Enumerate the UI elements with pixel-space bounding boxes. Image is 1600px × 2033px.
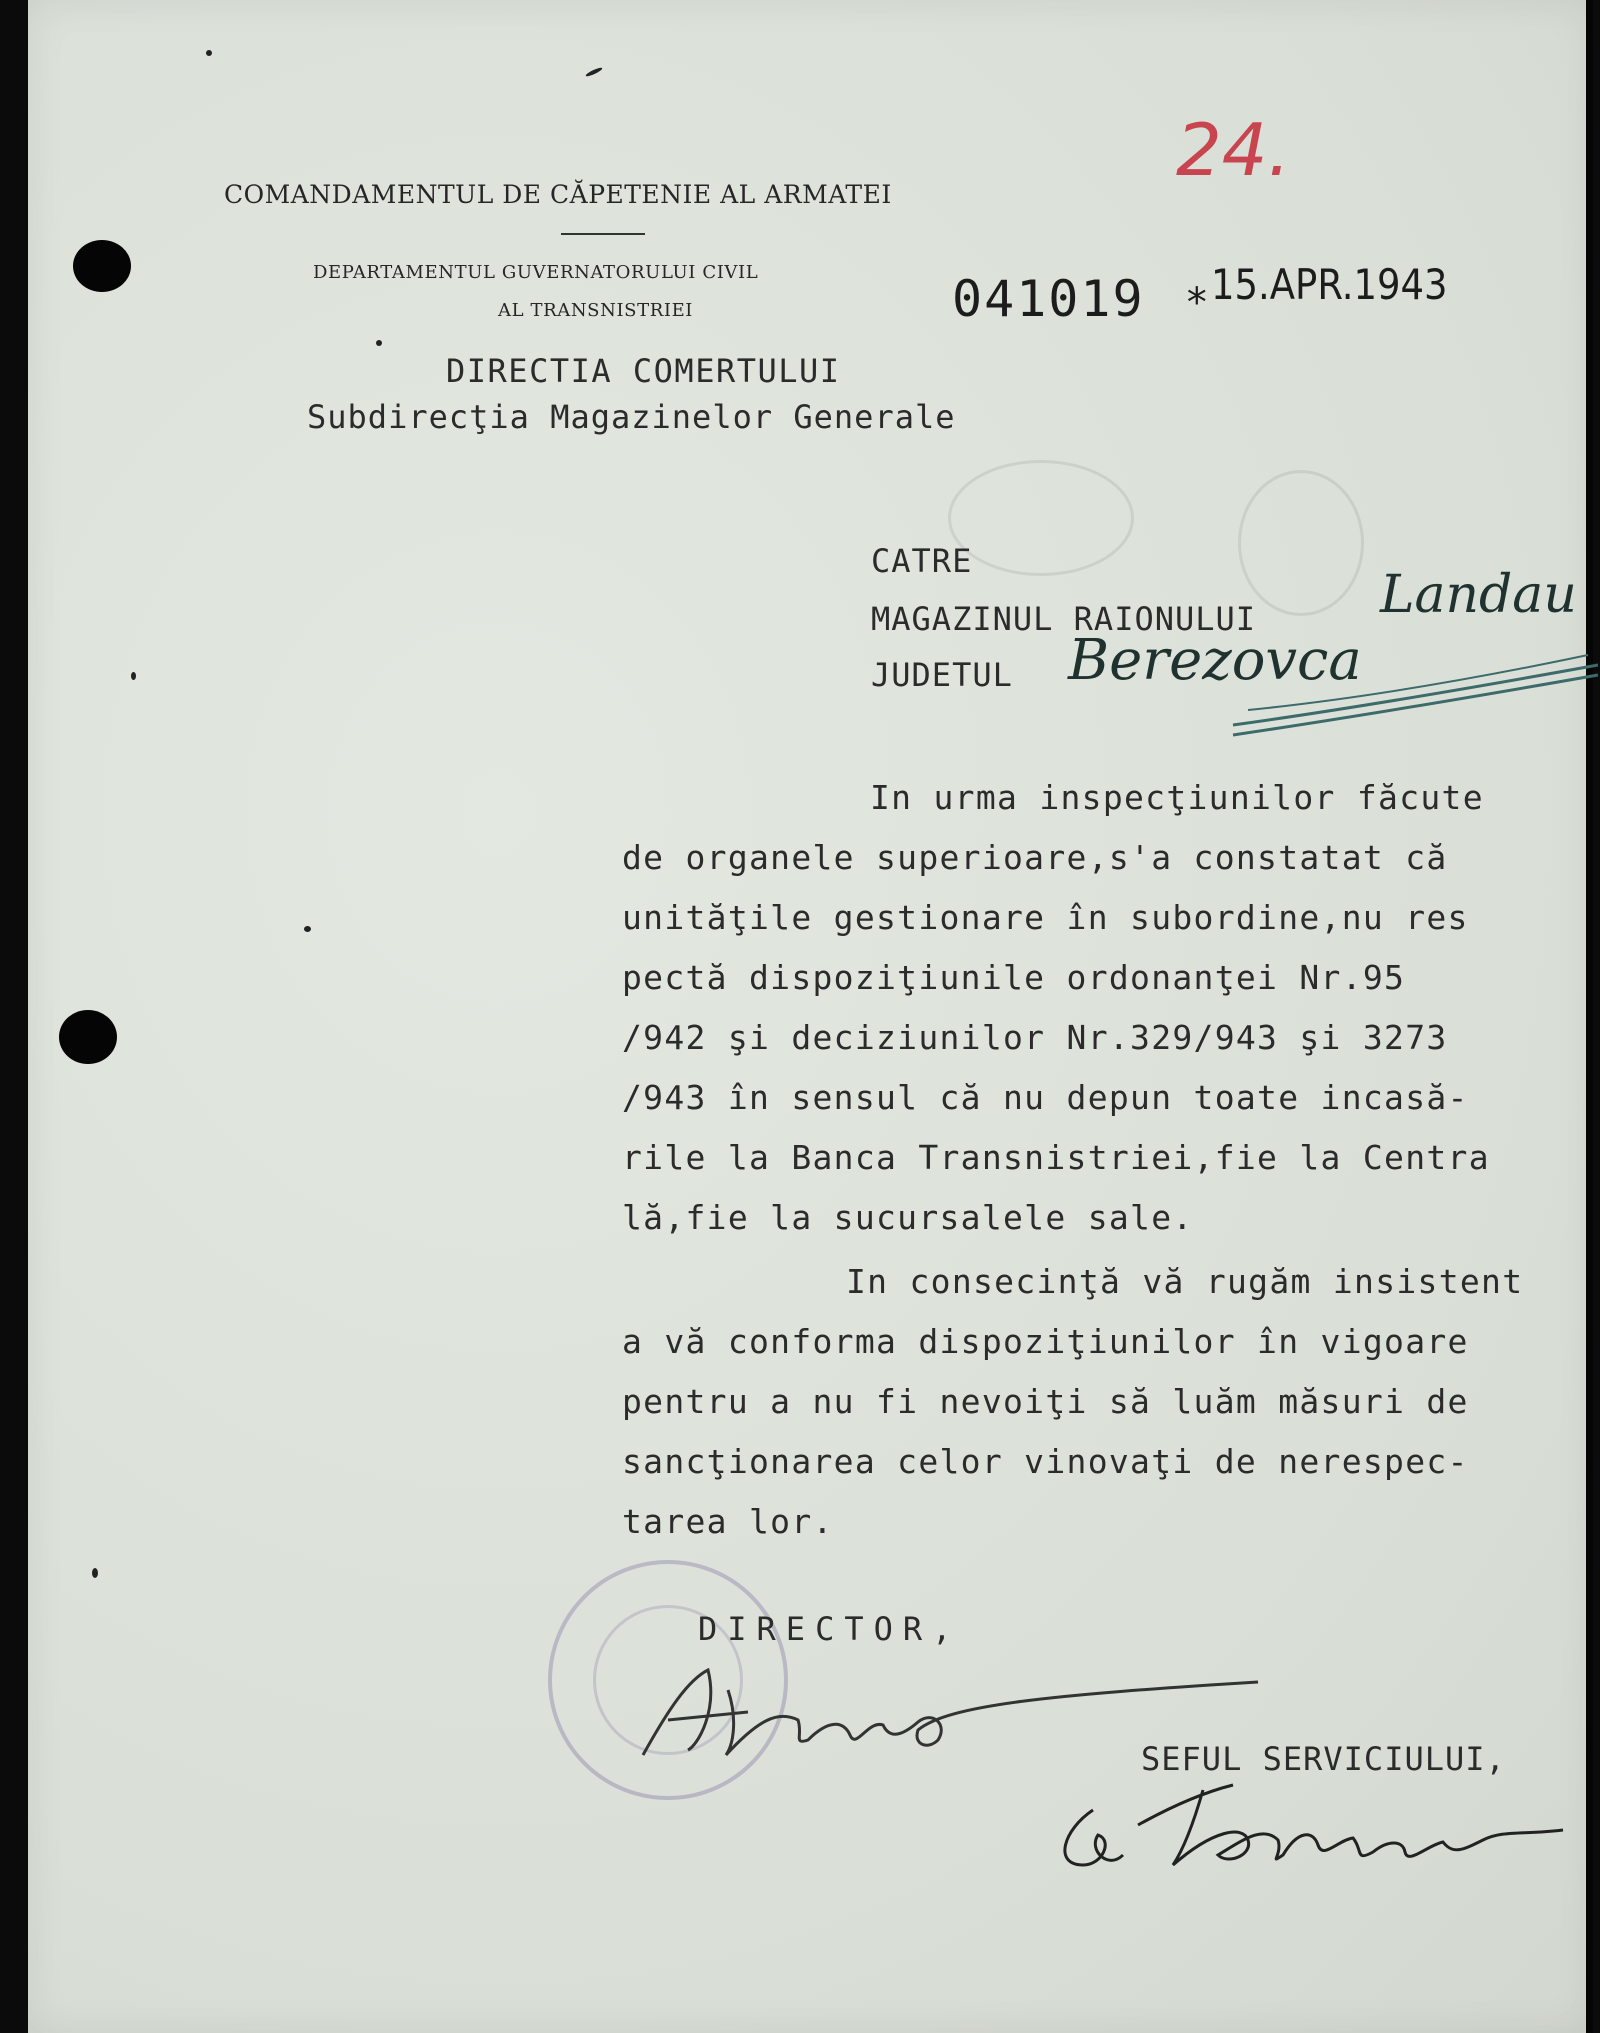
- red-pencil-mark: 24.: [1176, 108, 1291, 192]
- body-line: pectă dispoziţiunile ordonanţei Nr.95: [622, 958, 1406, 997]
- underline-strokes: [1228, 650, 1600, 740]
- bleedthrough-mark: [948, 460, 1134, 576]
- header-divider: [561, 233, 645, 235]
- body-line: sancţionarea celor vinovaţi de nerespec-: [622, 1442, 1469, 1481]
- body-line: pentru a nu fi nevoiţi să luăm măsuri de: [622, 1382, 1469, 1421]
- ink-speck: [304, 926, 311, 932]
- body-line: unităţile gestionare în subordine,nu res: [622, 898, 1469, 937]
- handwritten-county-name: Berezovca: [1068, 628, 1362, 693]
- service-chief-signature: [1043, 1770, 1583, 1880]
- ink-speck: [131, 672, 136, 680]
- ink-speck: [92, 1568, 98, 1578]
- body-line: lă,fie la sucursalele sale.: [622, 1198, 1194, 1237]
- service-chief-title: SEFUL SERVICIULUI,: [1141, 1740, 1506, 1778]
- director-title: DIRECTOR,: [698, 1610, 962, 1648]
- body-line: In urma inspecţiunilor făcute: [870, 778, 1484, 817]
- addressee-county-label: JUDETUL: [871, 656, 1013, 694]
- bleedthrough-mark: [1238, 470, 1364, 616]
- direction-heading: DIRECTIA COMERTULUI: [446, 352, 841, 390]
- punch-hole-bottom: [59, 1010, 117, 1064]
- page-edge-shadow: [1586, 0, 1593, 2033]
- addressee-shop-label: MAGAZINUL RAIONULUI: [871, 600, 1257, 638]
- document-page: [28, 0, 1593, 2033]
- department-heading-line1: DEPARTAMENTUL GUVERNATORULUI CIVIL: [313, 262, 759, 283]
- addressee-to: CATRE: [871, 542, 973, 580]
- ink-speck: [376, 340, 382, 346]
- body-line: a vă conforma dispoziţiunilor în vigoare: [622, 1322, 1469, 1361]
- subdirection-heading: Subdirecţia Magazinelor Generale: [307, 398, 956, 436]
- body-line: /943 în sensul că nu depun toate incasă-: [622, 1078, 1469, 1117]
- registration-number: [952, 270, 1211, 328]
- body-line: tarea lor.: [622, 1502, 834, 1541]
- department-heading-line2: AL TRANSNISTRIEI: [498, 300, 694, 321]
- registration-number-value: 041019: [952, 270, 1145, 328]
- ink-speck: [585, 66, 603, 77]
- star-icon: *: [1184, 280, 1211, 326]
- body-line: rile la Banca Transnistriei,fie la Centra: [622, 1138, 1490, 1177]
- command-heading: COMANDAMENTUL DE CĂPETENIE AL ARMATEI: [224, 180, 892, 209]
- handwritten-shop-name: Landau: [1380, 565, 1577, 625]
- body-line: de organele superioare,s'a constatat că: [622, 838, 1448, 877]
- body-line: In consecinţă vă rugăm insistent: [846, 1262, 1524, 1301]
- body-line: /942 şi deciziunilor Nr.329/943 şi 3273: [622, 1018, 1448, 1057]
- registration-date: 15.APR.1943: [1211, 260, 1448, 309]
- punch-hole-top: [73, 240, 131, 292]
- ink-speck: [206, 50, 212, 56]
